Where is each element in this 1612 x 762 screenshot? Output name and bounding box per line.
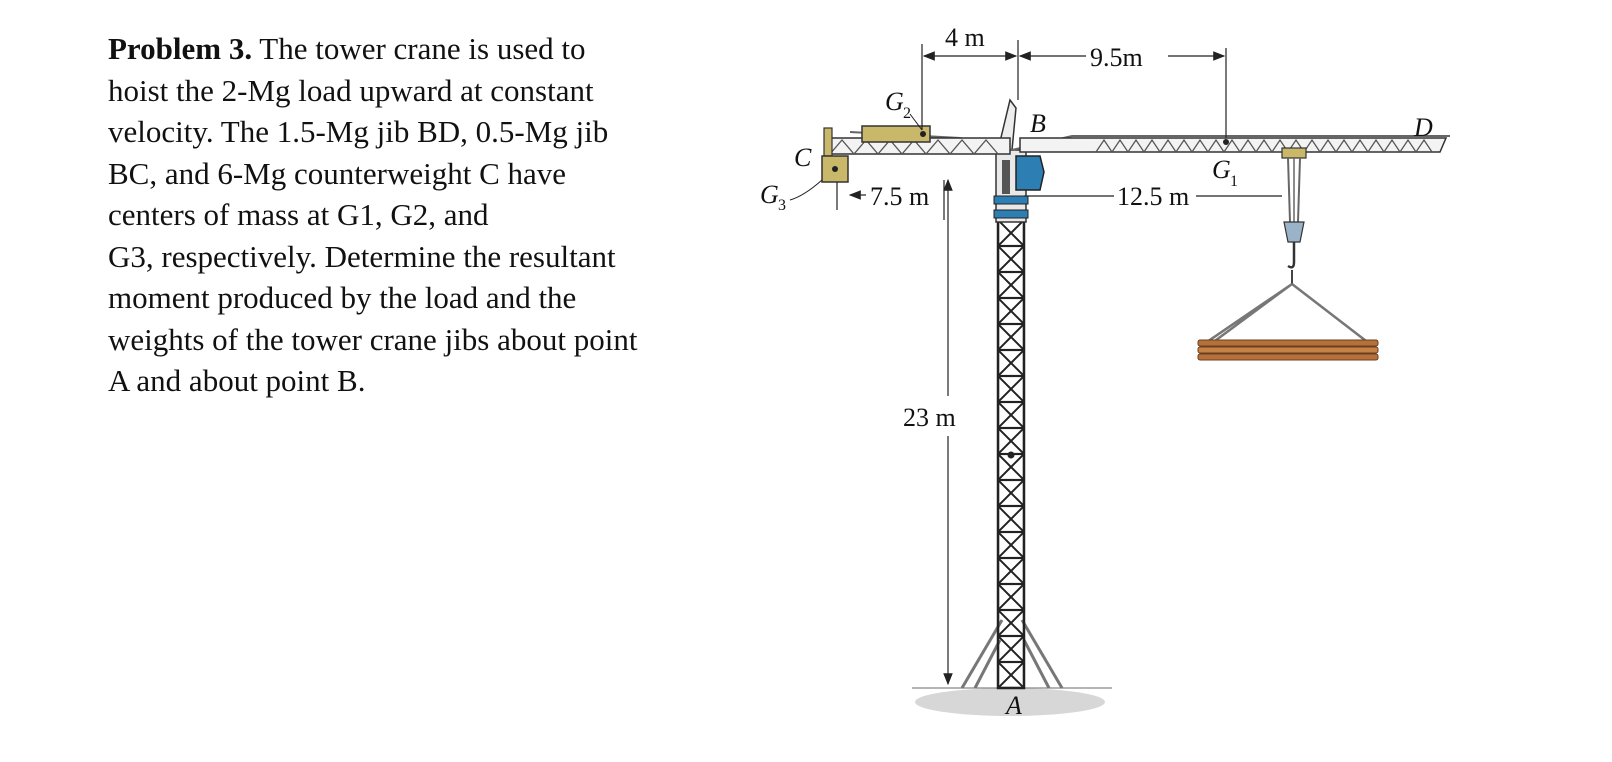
problem-line-9: A and about point B. (108, 363, 366, 398)
svg-text:G: G (760, 180, 779, 209)
svg-text:1: 1 (1230, 173, 1238, 190)
svg-text:G: G (885, 87, 904, 116)
g2-label (885, 87, 922, 130)
problem-line-2: hoist the 2-Mg load upward at constant (108, 72, 594, 108)
problem-line-5: centers of mass at G1, G2, and (108, 197, 489, 232)
trolley-hoist (1282, 148, 1306, 284)
dim-7-5m: 7.5 m (870, 182, 930, 211)
svg-text:G: G (1212, 155, 1231, 184)
problem-line-6: G3, respectively. Determine the resultant (108, 238, 616, 274)
g3-label (760, 180, 822, 214)
tower-mast (998, 220, 1024, 688)
dim-12-5m: 12.5 m (1117, 182, 1190, 211)
problem-line-7: moment produced by the load and the (108, 280, 577, 315)
point-d-label: D (1414, 113, 1433, 142)
svg-text:2: 2 (903, 105, 911, 122)
g1-center-dot (1223, 139, 1229, 145)
point-a-label: A (1006, 691, 1022, 720)
operator-cab (1016, 156, 1044, 190)
problem-heading: Problem 3. (108, 31, 253, 66)
point-c-label: C (794, 143, 812, 172)
load-lumber (1198, 284, 1378, 360)
problem-line-3: velocity. The 1.5-Mg jib BD, 0.5-Mg jib (108, 114, 609, 149)
counterweight-c (822, 128, 848, 182)
problem-line-1: Problem 3. The tower crane is used to (108, 31, 586, 66)
ballast-g2 (862, 126, 930, 142)
mast-center-dot (1008, 452, 1015, 459)
g1-label (1212, 155, 1238, 190)
point-b-label: B (1030, 109, 1046, 138)
svg-text:3: 3 (778, 197, 786, 214)
dim-23m: 23 m (903, 403, 956, 432)
dim-9-5m: 9.5m (1090, 43, 1143, 72)
main-jib (1020, 138, 1446, 152)
dim-4m: 4 m (945, 23, 985, 52)
problem-line-4: BC, and 6-Mg counterweight C have (108, 155, 567, 191)
problem-line-8: weights of the tower crane jibs about point (108, 321, 638, 357)
